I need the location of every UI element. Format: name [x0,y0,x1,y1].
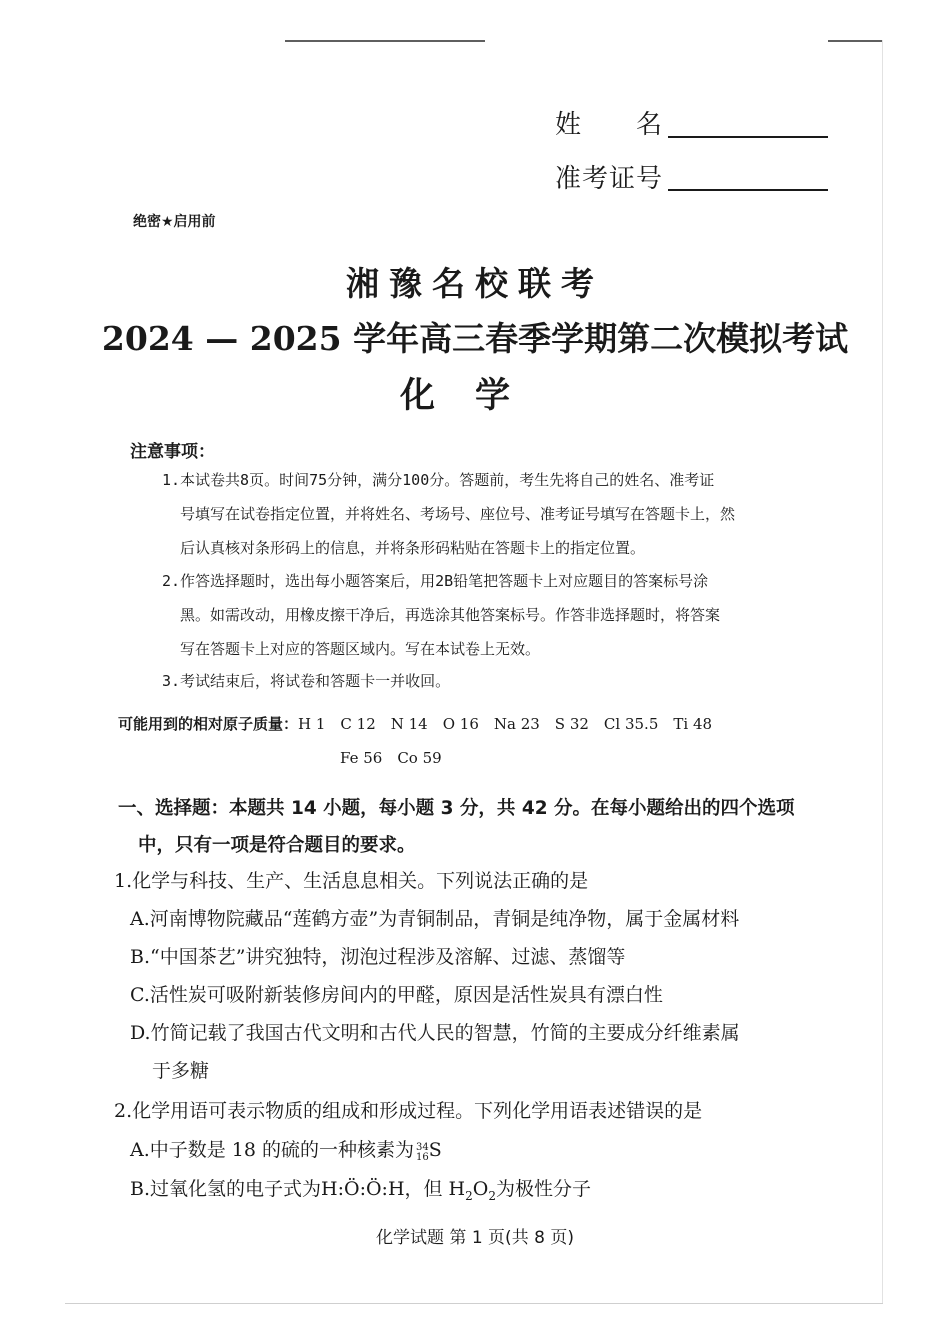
atomic-mass-block [118,707,858,775]
section-heading [118,790,848,864]
section-heading-text: 中，只有一项是符合题目的要求。 [138,835,416,856]
q1-option-b: B.“中国茶艺”讲究独特，沏泡过程涉及溶解、过滤、蒸馏等 [130,946,626,968]
atomic-mass-values: H 1 C 12 N 14 O 16 Na 23 S 32 Cl 35.5 Ti 48 [298,715,713,733]
question-1-stem: 1.化学与科技、生产、生活息息相关。下列说法正确的是 [114,870,589,892]
exam-title: 2024 — 2025 学年高三春季学期第二次模拟考试 [101,319,849,358]
q1-option-d-text: D.竹简记载了我国古代文明和古代人民的智慧，竹简的主要成分纤维素属 [130,1022,740,1044]
element-symbol: O [472,1178,489,1200]
exam-org-title: 湘豫名校联考 [346,264,604,303]
note-text: 2.作答选择题时，选出每小题答案后，用2B铅笔把答题卡上对应题目的答案标号涂 [162,572,709,590]
top-scan-line [285,40,485,42]
q2-option-b-text: 为极性分子 [495,1178,591,1200]
element-symbol: S [428,1139,442,1161]
q2-option-a-text: A.中子数是 18 的硫的一种核素为 [130,1139,415,1161]
q1-option-a: A.河南博物院藏品“莲鹤方壶”为青铜制品，青铜是纯净物，属于金属材料 [130,908,740,930]
subscript: 2 [465,1188,473,1203]
exam-id-label: 准考证号 [555,164,664,194]
note-text: 3.考试结束后，将试卷和答题卡一并收回。 [162,672,451,690]
q2-option-b-text: ，但 H [404,1178,466,1200]
note-item-3 [162,664,852,698]
atomic-number: 16 [416,1152,429,1163]
mass-number: 34 [416,1142,429,1153]
page-edge [882,40,883,1303]
subject-title: 化学 [399,376,550,416]
question-2-stem: 2.化学用语可表示物质的组成和形成过程。下列化学用语表述错误的是 [114,1100,703,1122]
q2-option-b-text: B.过氧化氢的电子式为 [130,1178,322,1200]
bottom-edge-line [65,1303,883,1304]
note-item-1 [162,463,852,565]
top-scan-line-right [828,40,883,42]
exam-id-field[interactable] [668,189,828,191]
q2-option-b [130,1170,855,1215]
page-footer: 化学试题 第 1 页(共 8 页) [376,1228,574,1248]
nuclide-notation [416,1143,429,1163]
q1-option-d-text: 于多糖 [152,1060,210,1082]
name-label: 姓 名 [555,110,664,140]
notes-heading: 注意事项： [130,442,215,462]
q1-option-c: C.活性炭可吸附新装修房间内的甲醛，原因是活性炭具有漂白性 [130,984,663,1006]
electron-formula: H:Ö:Ö:H [321,1178,405,1200]
atomic-mass-label: 可能用到的相对原子质量： [118,715,299,733]
q2-option-a [130,1131,855,1169]
secret-mark: 绝密★启用前 [133,214,216,230]
name-field[interactable] [668,136,828,138]
note-text: 号填写在试卷指定位置，并将姓名、考场号、座位号、准考证号填写在答题卡上，然 [180,505,736,523]
note-text: 1.本试卷共8页。时间75分钟，满分100分。答题前，考生先将自己的姓名、准考证 [162,471,715,489]
section-heading-text: 一、选择题：本题共 14 小题，每小题 3 分，共 42 分。在每小题给出的四个选项 [118,798,795,819]
q1-option-d [130,1014,855,1090]
note-text: 黑。如需改动，用橡皮擦干净后，再选涂其他答案标号。作答非选择题时，将答案 [180,606,721,624]
note-item-2 [162,564,852,666]
note-text: 写在答题卡上对应的答题区域内。写在本试卷上无效。 [180,640,541,658]
note-text: 后认真核对条形码上的信息，并将条形码粘贴在答题卡上的指定位置。 [180,539,646,557]
atomic-mass-values-2: Fe 56 Co 59 [340,749,442,767]
subscript: 2 [488,1188,496,1203]
